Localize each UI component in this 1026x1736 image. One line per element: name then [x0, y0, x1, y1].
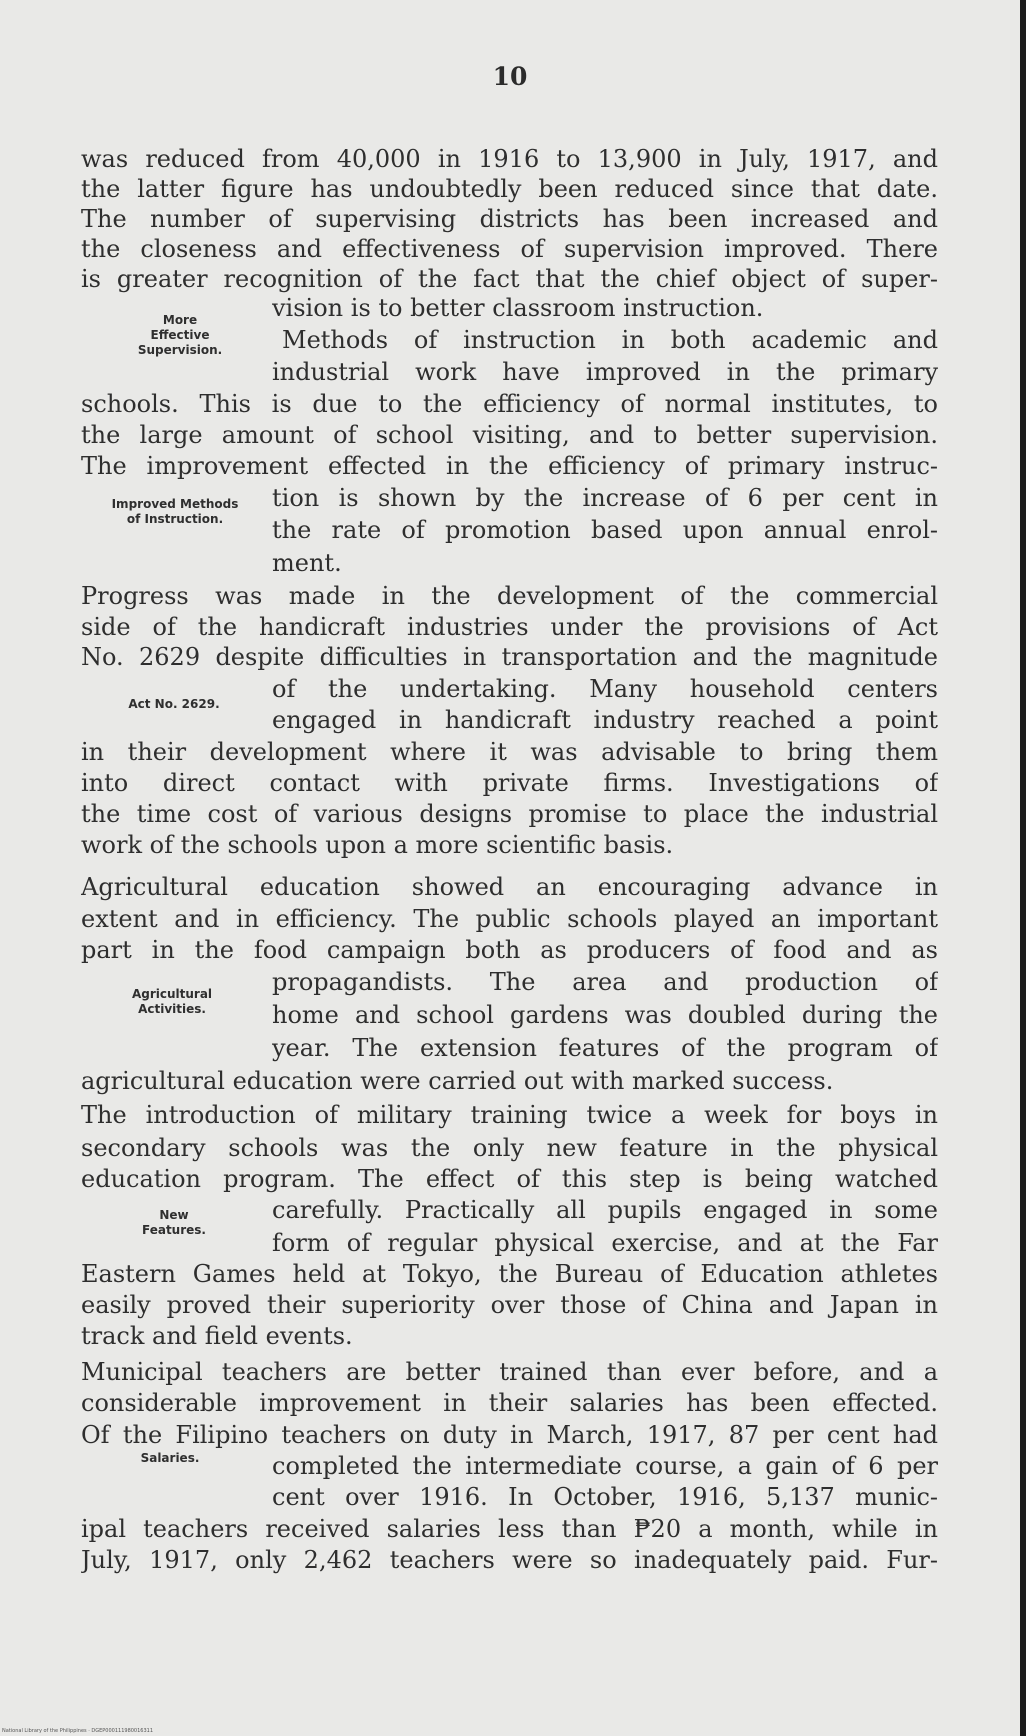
sidenote-more-effective-supervision: More Effective Supervision. — [137, 313, 223, 357]
text-line: Progress was made in the development of the commercial — [81, 582, 938, 610]
text-line: Municipal teachers are better trained than ever before, and a — [81, 1358, 938, 1386]
text-line: The number of supervising districts has been increased and — [81, 205, 938, 233]
text-line: considerable improvement in their salaries has been effected. — [81, 1389, 938, 1417]
text-line: engaged in handicraft industry reached a point — [272, 706, 938, 734]
text-line: the large amount of school visiting, and to better supervision. — [81, 421, 938, 449]
text-line: tion is shown by the increase of 6 per cent in — [272, 484, 938, 512]
text-line: carefully. Practically all pupils engaged in some — [272, 1196, 938, 1224]
text-line: Agricultural education showed an encouraging advance in — [81, 873, 938, 901]
text-line: is greater recognition of the fact that the chief object of super- — [81, 265, 938, 293]
text-line: Of the Filipino teachers on duty in March, 1917, 87 per cent had — [81, 1421, 938, 1449]
text-line: Eastern Games held at Tokyo, the Bureau of Education athletes — [81, 1260, 938, 1288]
text-line: schools. This is due to the efficiency of normal institutes, to — [81, 390, 938, 418]
text-line: completed the intermediate course, a gain of 6 per — [272, 1452, 938, 1480]
text-line: year. The extension features of the program of — [272, 1034, 938, 1062]
text-line: The introduction of military training twice a week for boys in — [81, 1101, 938, 1129]
sidenote-new-features: New Features. — [142, 1208, 206, 1237]
text-line: ipal teachers received salaries less than ₱20 a month, while in — [81, 1515, 938, 1543]
text-line: ment. — [272, 549, 342, 577]
text-line: work of the schools upon a more scientific basis. — [81, 831, 674, 859]
text-line: home and school gardens was doubled during the — [272, 1001, 938, 1029]
text-line: into direct contact with private firms. Investigations of — [81, 769, 938, 797]
sidenote-salaries: Salaries. — [140, 1451, 200, 1465]
text-line: industrial work have improved in the primary — [272, 358, 938, 386]
sidenote-agricultural-activities: Agricultural Activities. — [131, 987, 213, 1016]
text-line: form of regular physical exercise, and at the Far — [272, 1229, 938, 1257]
text-line: of the undertaking. Many household centers — [272, 675, 938, 703]
text-line: agricultural education were carried out with marked success. — [81, 1067, 834, 1095]
text-line: the closeness and effectiveness of supervision improved. There — [81, 235, 938, 263]
page-number: 10 — [492, 62, 528, 91]
text-line: cent over 1916. In October, 1916, 5,137 munic- — [272, 1483, 938, 1511]
text-line: No. 2629 despite difficulties in transportation and the magnitude — [81, 643, 938, 671]
text-line: extent and in efficiency. The public schools played an important — [81, 905, 938, 933]
text-line: education program. The effect of this step is being watched — [81, 1165, 938, 1193]
library-footer: National Library of the Philippines · DGEP000111980016311 — [2, 1728, 154, 1734]
sidenote-act-2629: Act No. 2629. — [128, 697, 220, 711]
text-line: The improvement effected in the efficiency of primary instruc- — [81, 452, 938, 480]
text-line: Methods of instruction in both academic and — [282, 326, 938, 354]
text-line: July, 1917, only 2,462 teachers were so inadequately paid. Fur- — [81, 1546, 938, 1574]
text-line: the latter figure has undoubtedly been reduced since that date. — [81, 175, 938, 203]
text-line: in their development where it was advisable to bring them — [81, 738, 938, 766]
text-line: easily proved their superiority over those of China and Japan in — [81, 1291, 938, 1319]
text-line: secondary schools was the only new feature in the physical — [81, 1134, 938, 1162]
sidenote-improved-methods: Improved Methods of Instruction. — [111, 497, 239, 526]
text-line: track and field events. — [81, 1322, 353, 1350]
text-line: the rate of promotion based upon annual enrol- — [272, 516, 938, 544]
text-line: part in the food campaign both as producers of food and as — [81, 936, 938, 964]
text-line: was reduced from 40,000 in 1916 to 13,900 in July, 1917, and — [81, 145, 938, 173]
text-line: the time cost of various designs promise to place the industrial — [81, 800, 938, 828]
text-line: propagandists. The area and production of — [272, 968, 938, 996]
text-line: side of the handicraft industries under the provisions of Act — [81, 613, 938, 641]
text-line: vision is to better classroom instruction. — [272, 294, 764, 322]
